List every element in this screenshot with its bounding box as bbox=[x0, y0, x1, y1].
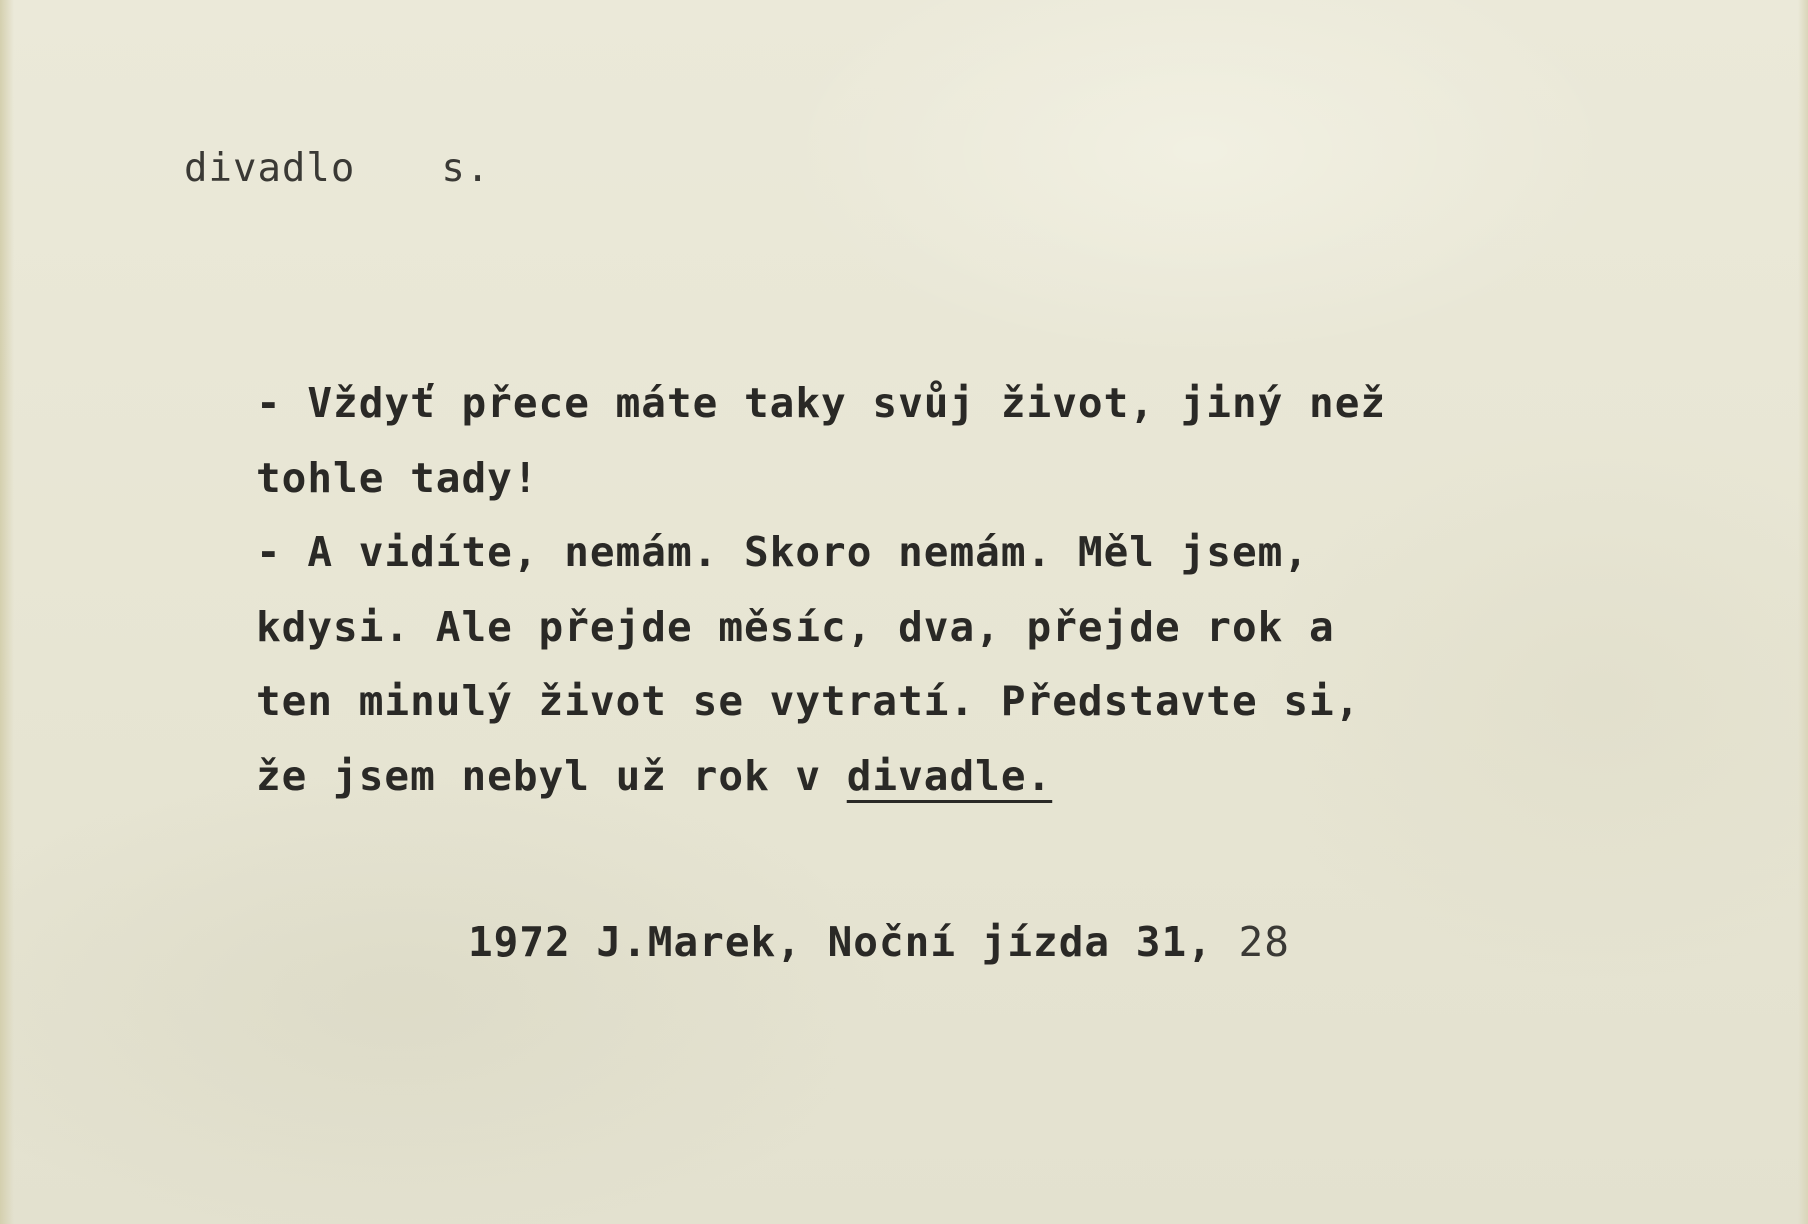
quote-line-1: - Vždyť přece máte taky svůj život, jiný než bbox=[256, 379, 1387, 427]
quote-line-2: tohle tady! bbox=[256, 453, 539, 502]
quote-line-6-text: že jsem nebyl už rok v bbox=[256, 751, 847, 800]
quote-line-3: - A vidíte, nemám. Skoro nemám. Měl jsem, bbox=[256, 528, 1310, 576]
quote-line-6 bbox=[256, 739, 1676, 814]
card-right-edge bbox=[1798, 0, 1808, 1224]
grammar-label: s. bbox=[441, 146, 491, 191]
headword: divadlo bbox=[184, 146, 356, 191]
quote-line-4: kdysi. Ale přejde měsíc, dva, přejde rok a bbox=[256, 602, 1335, 651]
quotation bbox=[256, 366, 1676, 813]
entry-header bbox=[184, 146, 490, 191]
card-left-edge bbox=[0, 0, 14, 1224]
underlined-keyword: divadle. bbox=[846, 751, 1053, 800]
source-citation bbox=[468, 918, 1290, 966]
citation-text: 1972 J.Marek, Noční jízda 31, bbox=[468, 918, 1213, 966]
quote-line-5: ten minulý život se vytratí. Představte si, bbox=[256, 677, 1361, 725]
page-number: 28 bbox=[1238, 918, 1290, 966]
